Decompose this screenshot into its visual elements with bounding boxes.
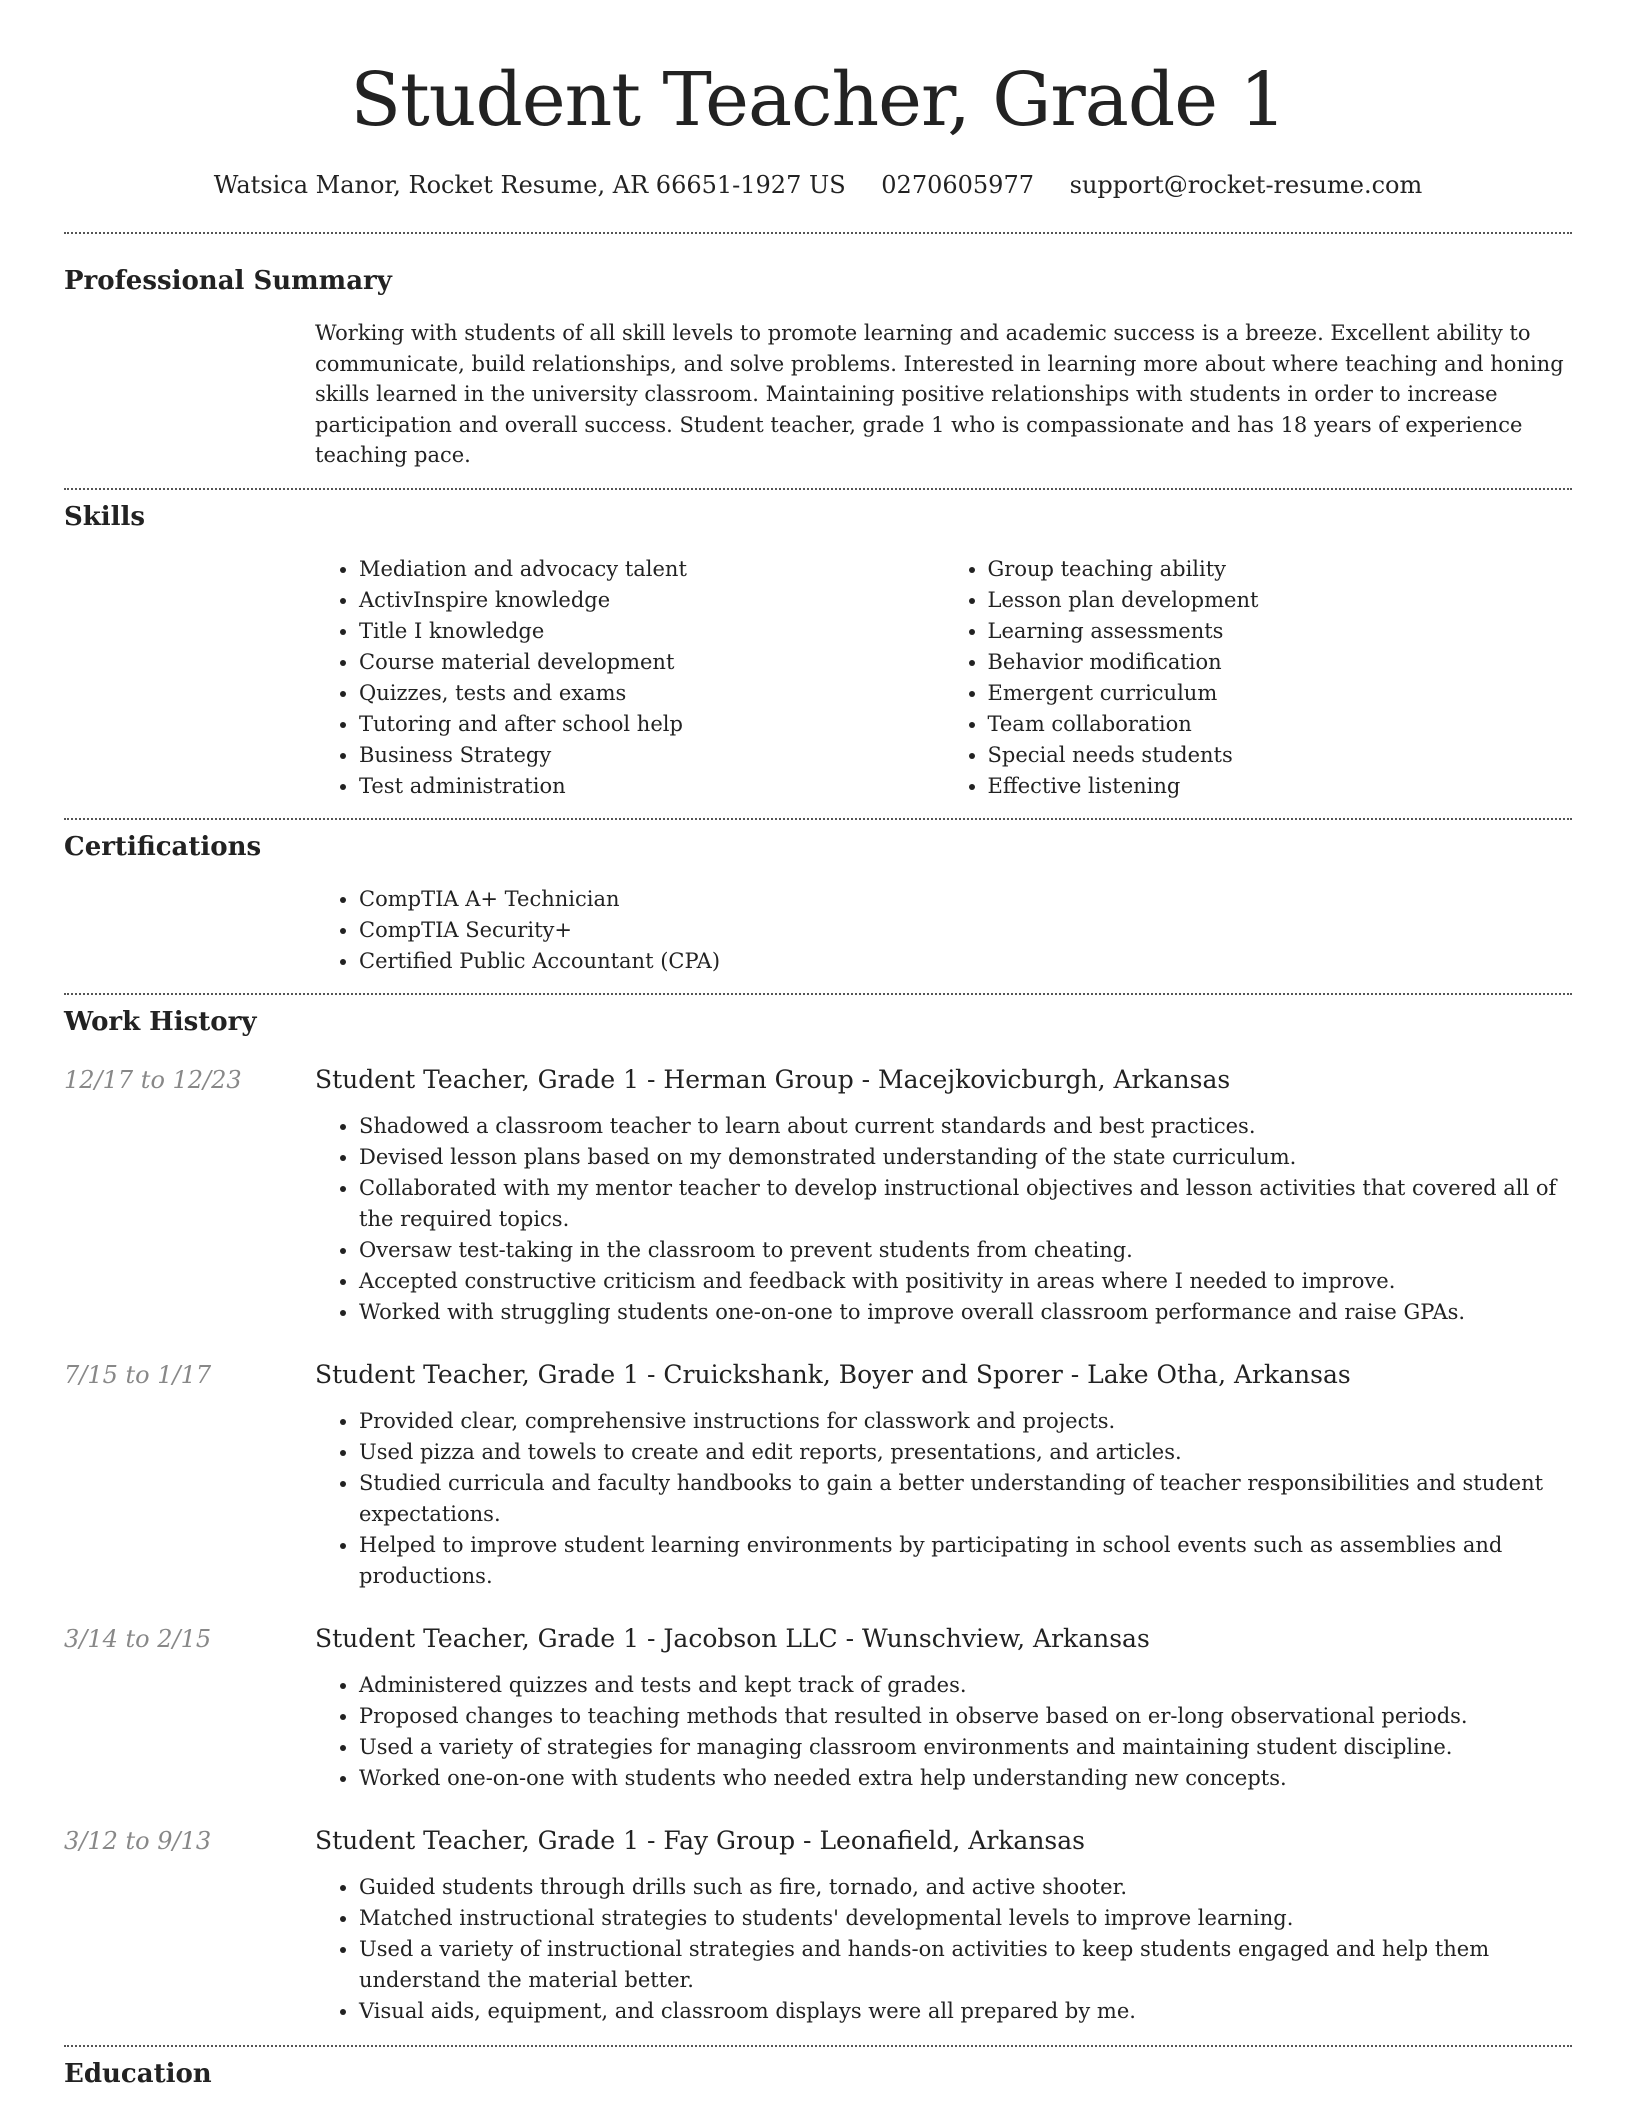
skill-item: • Behavior modification <box>988 647 1573 678</box>
job-dates: 3/14 to 2/15 <box>64 1624 212 1653</box>
job-bullet: • Used a variety of instructional strategies and hands-on activities to keep students engaged and help them understand the material better. <box>359 1934 1572 1996</box>
contact-line <box>64 168 1572 202</box>
job-bullets <box>315 1111 1572 1328</box>
section-title-skills: Skills <box>64 501 146 532</box>
section-title-certifications: Certifications <box>64 831 262 862</box>
certifications-section <box>64 820 1572 977</box>
job-bullet: • Accepted constructive criticism and feedback with positivity in areas where I needed to improve. <box>359 1266 1572 1297</box>
skill-item: • Effective listening <box>988 771 1573 802</box>
job-bullet: • Administered quizzes and tests and kept track of grades. <box>359 1670 1572 1701</box>
job-bullet: • Collaborated with my mentor teacher to develop instructional objectives and lesson activities that covered all of the required topics. <box>359 1173 1572 1235</box>
job-bullet: • Proposed changes to teaching methods that resulted in observe based on er-long observational periods. <box>359 1701 1572 1732</box>
job-bullets <box>315 1406 1572 1592</box>
skill-item: • Special needs students <box>988 740 1573 771</box>
job-title: Student Teacher, Grade 1 - Herman Group - Macejkovicburgh, Arkansas <box>315 1064 1231 1094</box>
resume-name-heading: Student Teacher, Grade 1 <box>350 57 1286 143</box>
certification-item: • Certified Public Accountant (CPA) <box>359 946 1572 977</box>
job-bullet: • Devised lesson plans based on my demonstrated understanding of the state curriculum. <box>359 1142 1572 1173</box>
job-entry <box>64 1063 1572 1328</box>
resume-page <box>64 0 1572 2091</box>
job-bullet: • Helped to improve student learning environments by participating in school events such as assemblies and productions. <box>359 1530 1572 1592</box>
job-bullet: • Provided clear, comprehensive instructions for classwork and projects. <box>359 1406 1572 1437</box>
skill-item: • ActivInspire knowledge <box>359 585 944 616</box>
job-bullet: • Oversaw test-taking in the classroom to prevent students from cheating. <box>359 1235 1572 1266</box>
certification-item: • CompTIA A+ Technician <box>359 884 1572 915</box>
skill-item: • Group teaching ability <box>988 554 1573 585</box>
skill-item: • Business Strategy <box>359 740 944 771</box>
contact-email: support@rocket-resume.com <box>1069 171 1423 199</box>
skill-item: • Mediation and advocacy talent <box>359 554 944 585</box>
job-bullet: • Studied curricula and faculty handbooks to gain a better understanding of teacher responsibilities and student expectations. <box>359 1468 1572 1530</box>
job-bullet: • Used pizza and towels to create and edit reports, presentations, and articles. <box>359 1437 1572 1468</box>
education-section <box>64 2047 1572 2091</box>
skill-item: • Emergent curriculum <box>988 678 1573 709</box>
job-dates: 7/15 to 1/17 <box>64 1360 212 1389</box>
job-title: Student Teacher, Grade 1 - Jacobson LLC - Wunschview, Arkansas <box>315 1623 1150 1653</box>
work-section <box>64 995 1572 2027</box>
job-bullets <box>315 1872 1572 2027</box>
skills-list-right <box>944 554 1573 802</box>
section-title-education: Education <box>64 2058 212 2089</box>
summary-section <box>64 234 1572 471</box>
job-title: Student Teacher, Grade 1 - Cruickshank, Boyer and Sporer - Lake Otha, Arkansas <box>315 1359 1351 1389</box>
job-entry <box>64 1622 1572 1794</box>
job-title: Student Teacher, Grade 1 - Fay Group - Leonafield, Arkansas <box>315 1825 1085 1855</box>
job-entry <box>64 1824 1572 2027</box>
job-bullet: • Worked with struggling students one-on-one to improve overall classroom performance and raise GPAs. <box>359 1297 1572 1328</box>
skill-item: • Lesson plan development <box>988 585 1573 616</box>
certification-item: • CompTIA Security+ <box>359 915 1572 946</box>
job-bullet: • Visual aids, equipment, and classroom displays were all prepared by me. <box>359 1996 1572 2027</box>
job-bullet: • Worked one-on-one with students who needed extra help understanding new concepts. <box>359 1763 1572 1794</box>
skill-item: • Quizzes, tests and exams <box>359 678 944 709</box>
skills-section <box>64 490 1572 802</box>
job-dates: 3/12 to 9/13 <box>64 1826 212 1855</box>
summary-text: Working with students of all skill levels to promote learning and academic success is a breeze. Excellent ability to communicate, build relationships, and solve problems. Interested in learning more about where teaching and honing skills learned in the university classroom. Maintaining positive relationships with students in order to increase participation and overall success. Student teacher, grade 1 who is compassionate and has 18 years of experience teaching pace. <box>315 321 1564 467</box>
skill-item: • Course material development <box>359 647 944 678</box>
section-title-summary: Professional Summary <box>64 266 392 296</box>
section-title-work: Work History <box>64 1006 257 1037</box>
skills-list-left <box>315 554 944 802</box>
skill-item: • Test administration <box>359 771 944 802</box>
contact-phone: 0270605977 <box>881 171 1034 199</box>
certifications-list <box>315 884 1572 977</box>
job-bullet: • Matched instructional strategies to students' developmental levels to improve learning. <box>359 1903 1572 1934</box>
job-bullet: • Shadowed a classroom teacher to learn about current standards and best practices. <box>359 1111 1572 1142</box>
job-bullets <box>315 1670 1572 1794</box>
skill-item: • Title I knowledge <box>359 616 944 647</box>
skill-item: • Tutoring and after school help <box>359 709 944 740</box>
job-bullet: • Guided students through drills such as fire, tornado, and active shooter. <box>359 1872 1572 1903</box>
skill-item: • Team collaboration <box>988 709 1573 740</box>
skill-item: • Learning assessments <box>988 616 1573 647</box>
job-bullet: • Used a variety of strategies for managing classroom environments and maintaining student discipline. <box>359 1732 1572 1763</box>
contact-address: Watsica Manor, Rocket Resume, AR 66651-1927 US <box>213 171 846 199</box>
job-entry <box>64 1358 1572 1592</box>
job-dates: 12/17 to 12/23 <box>64 1065 242 1094</box>
